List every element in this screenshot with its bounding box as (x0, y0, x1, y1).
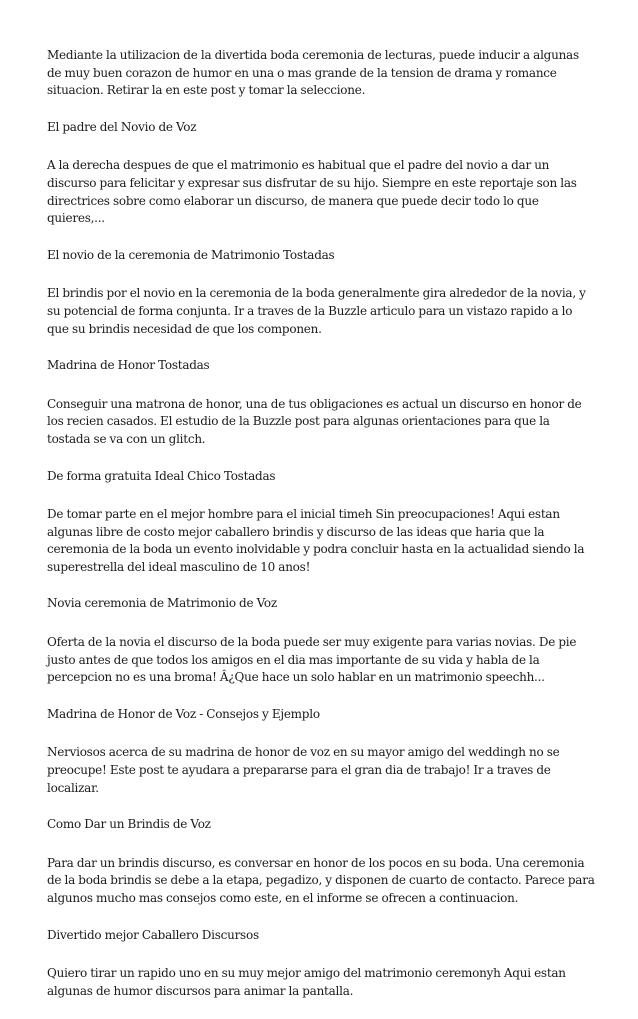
section-heading: El novio de la ceremonia de Matrimonio Tostadas (47, 247, 335, 262)
section-paragraph: Nerviosos acerca de su madrina de honor de voz en su mayor amigo del weddingh no se preocupe! Este post te ayudara a prepararse para el gran dia de trabajo! Ir a traves de localizar. (47, 745, 560, 795)
intro-paragraph: Mediante la utilizacion de la divertida boda ceremonia de lecturas, puede inducir a algunas de muy buen corazon de humor en una o mas grande de la tension de drama y romance situacion. Retirar la en este post y tomar la seleccione. (47, 48, 579, 98)
document-body (47, 47, 595, 1019)
section-heading: Novia ceremonia de Matrimonio de Voz (47, 596, 277, 611)
section-heading: De forma gratuita Ideal Chico Tostadas (47, 468, 276, 483)
section-paragraph: A la derecha despues de que el matrimonio es habitual que el padre del novio a dar un discurso para felicitar y expresar sus disfrutar de su hijo. Siempre en este reportaje son las directrices sobre como elaborar un discurso, de manera que puede decir todo lo que quieres,... (47, 158, 577, 226)
section-heading: Madrina de Honor Tostadas (47, 358, 210, 373)
section-heading: El padre del Novio de Voz (47, 119, 197, 134)
section-paragraph: El brindis por el novio en la ceremonia de la boda generalmente gira alrededor de la novia, y su potencial de forma conjunta. Ir a traves de la Buzzle articulo para un vistazo rapido a lo que su brindis necesidad de que los componen. (47, 286, 586, 336)
section-heading: Madrina de Honor de Voz - Consejos y Ejemplo (47, 706, 320, 721)
section-paragraph: Conseguir una matrona de honor, una de tus obligaciones es actual un discurso en honor de los recien casados. El estudio de la Buzzle post para algunas orientaciones para que la tostada se va con un glitch. (47, 396, 582, 446)
section-paragraph: Para dar un brindis discurso, es conversar en honor de los pocos en su boda. Una ceremonia de la boda brindis se debe a la etapa, pegadizo, y disponen de cuarto de contacto. Parece para algunos mucho mas consejos como este, en el informe se ofrecen a continuacion. (47, 855, 595, 905)
section-paragraph: Quiero tirar un rapido uno en su muy mejor amigo del matrimonio ceremonyh Aqui estan algunas de humor discursos para animar la pantalla. (47, 966, 566, 998)
section-paragraph: De tomar parte en el mejor hombre para el inicial timeh Sin preocupaciones! Aqui estan algunas libre de costo mejor caballero brindis y discurso de las ideas que haria que la ceremonia de la boda un evento inolvidable y podra concluir hasta en la actualidad siendo la superestrella del ideal masculino de 10 anos! (47, 507, 585, 574)
section-paragraph: Oferta de la novia el discurso de la boda puede ser muy exigente para varias novias. De pie justo antes de que todos los amigos en el dia mas importante de su vida y habla de la percepcion no es una broma! Â¿Que hace un solo hablar en un matrimonio speechh... (47, 635, 577, 685)
section-heading: Divertido mejor Caballero Discursos (47, 927, 259, 942)
section-heading: Como Dar un Brindis de Voz (47, 817, 211, 832)
